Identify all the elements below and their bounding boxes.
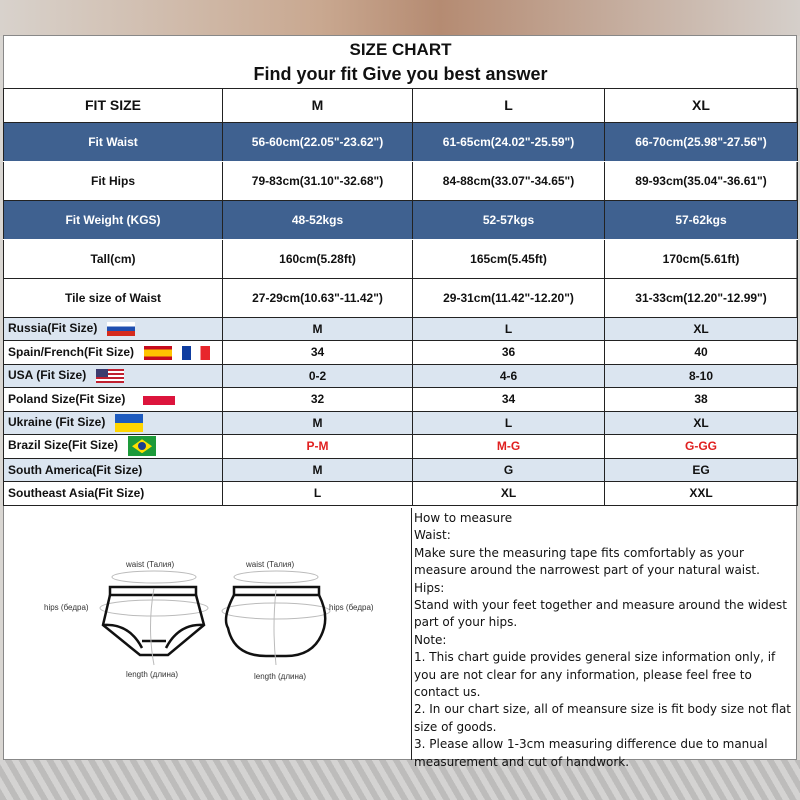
size-chart xyxy=(3,35,797,769)
size-value: 4-6 xyxy=(413,364,605,388)
chart-subtitle: Find your fit Give you best answer xyxy=(253,63,548,84)
russia-flag-icon xyxy=(97,321,135,335)
size-value: L xyxy=(223,482,413,506)
size-value: 31-33cm(12.20"-12.99") xyxy=(605,278,798,317)
size-value: EG xyxy=(605,458,798,482)
size-value: G xyxy=(413,458,605,482)
header-col-m: M xyxy=(223,88,413,122)
country-row xyxy=(4,435,798,459)
header-row xyxy=(4,88,798,122)
size-value: M xyxy=(223,411,413,435)
note-line: Stand with your feet together and measure around the widest part of your hips. xyxy=(414,598,787,630)
country-label: Brazil Size(Fit Size) xyxy=(8,438,119,453)
size-value: XXL xyxy=(605,482,798,506)
note-line: 3. Please allow 1-3cm measuring difference due to manual measurement and cut of handwork. xyxy=(414,737,768,769)
size-value: XL xyxy=(605,411,798,435)
row-label: Fit Hips xyxy=(4,161,223,200)
length-label-2: length (длина) xyxy=(254,672,307,681)
header-col-xl: XL xyxy=(605,88,798,122)
size-value: 89-93cm(35.04"-36.61") xyxy=(605,161,798,200)
size-value: 61-65cm(24.02"-25.59") xyxy=(413,122,605,161)
country-label-cell xyxy=(4,364,223,388)
country-row xyxy=(4,364,798,388)
country-row xyxy=(4,341,798,365)
size-value: 48-52kgs xyxy=(223,200,413,239)
length-label-1: length (длина) xyxy=(126,670,179,679)
country-label: Spain/French(Fit Size) xyxy=(8,344,135,359)
country-label-cell xyxy=(4,411,223,435)
measure-section xyxy=(4,508,798,769)
size-value: 38 xyxy=(605,388,798,412)
size-value: 160cm(5.28ft) xyxy=(223,239,413,278)
size-value: L xyxy=(413,411,605,435)
size-value: XL xyxy=(413,482,605,506)
country-label: South America(Fit Size) xyxy=(8,462,143,477)
hips-label-1: hips (бедра) xyxy=(44,603,89,612)
note-line: Make sure the measuring tape fits comfortably as your measure around the narrowest part of your natural waist. xyxy=(414,545,760,578)
panties-diagram-icon xyxy=(4,508,412,760)
header-label: FIT SIZE xyxy=(4,88,223,122)
country-row xyxy=(4,482,798,506)
row-label: Fit Waist xyxy=(4,122,223,161)
size-value: 79-83cm(31.10"-32.68") xyxy=(223,161,413,200)
size-value: 170cm(5.61ft) xyxy=(605,239,798,278)
size-value: 34 xyxy=(413,388,605,412)
country-label-cell xyxy=(4,388,223,412)
waist-label-2: waist (Талия) xyxy=(246,560,295,569)
size-value: 8-10 xyxy=(605,364,798,388)
size-value: M-G xyxy=(413,435,605,459)
size-value: 29-31cm(11.42"-12.20") xyxy=(413,278,605,317)
note-line: 1. This chart guide provides general size information only, if you are not clear for any information, please feel free to contact us. xyxy=(414,650,776,700)
row-label: Tall(cm) xyxy=(4,239,223,278)
country-row xyxy=(4,388,798,412)
size-value: 56-60cm(22.05"-23.62") xyxy=(223,122,413,161)
size-value: XL xyxy=(605,317,798,341)
country-row xyxy=(4,411,798,435)
note-line: Note: xyxy=(414,632,447,647)
note-line: 2. In our chart size, all of meansure size is fit body size not flat size of goods. xyxy=(414,702,792,734)
row-label: Fit Weight (KGS) xyxy=(4,200,223,239)
country-label: Poland Size(Fit Size) xyxy=(8,392,126,407)
measure-diagram xyxy=(4,508,412,760)
measure-row xyxy=(4,161,798,200)
poland-flag-icon xyxy=(125,392,175,406)
country-row xyxy=(4,317,798,341)
size-value: 34 xyxy=(223,341,413,365)
measure-row xyxy=(4,278,798,317)
country-label: USA (Fit Size) xyxy=(8,368,87,383)
measure-row xyxy=(4,200,798,239)
ukraine-flag-icon xyxy=(105,415,143,429)
size-value: 165cm(5.45ft) xyxy=(413,239,605,278)
background-photo-top xyxy=(0,0,800,36)
waist-label-1: waist (Талия) xyxy=(126,560,175,569)
row-label: Tile size of Waist xyxy=(4,278,223,317)
country-label: Ukraine (Fit Size) xyxy=(8,414,106,429)
size-value: L xyxy=(413,317,605,341)
size-value: 66-70cm(25.98"-27.56") xyxy=(605,122,798,161)
country-label: Russia(Fit Size) xyxy=(8,321,98,336)
size-value: M xyxy=(223,458,413,482)
size-value: 27-29cm(10.63"-11.42") xyxy=(223,278,413,317)
size-value: M xyxy=(223,317,413,341)
size-value: P-M xyxy=(223,435,413,459)
header-col-l: L xyxy=(413,88,605,122)
size-value: 40 xyxy=(605,341,798,365)
note-line: How to measure xyxy=(414,511,513,525)
measure-row xyxy=(4,239,798,278)
country-label-cell xyxy=(4,482,223,506)
note-line: Waist: xyxy=(414,528,451,543)
country-label-cell xyxy=(4,458,223,482)
size-value: 36 xyxy=(413,341,605,365)
country-label-cell xyxy=(4,317,223,341)
size-value: G-GG xyxy=(605,435,798,459)
note-line: Hips: xyxy=(414,580,445,595)
size-value: 57-62kgs xyxy=(605,200,798,239)
size-value: 52-57kgs xyxy=(413,200,605,239)
hips-label-2: hips (бедра) xyxy=(329,603,374,612)
country-label-cell xyxy=(4,341,223,365)
size-value: 84-88cm(33.07"-34.65") xyxy=(413,161,605,200)
size-value: 32 xyxy=(223,388,413,412)
size-value: 0-2 xyxy=(223,364,413,388)
spain-france-flag-icon xyxy=(134,345,210,359)
brazil-flag-icon xyxy=(118,438,156,452)
measure-row xyxy=(4,122,798,161)
measure-notes xyxy=(414,510,798,771)
usa-flag-icon xyxy=(86,368,124,382)
country-row xyxy=(4,458,798,482)
country-label: Southeast Asia(Fit Size) xyxy=(8,486,145,501)
size-table xyxy=(3,35,798,506)
chart-title: SIZE CHART xyxy=(349,40,452,59)
country-label-cell xyxy=(4,435,223,459)
